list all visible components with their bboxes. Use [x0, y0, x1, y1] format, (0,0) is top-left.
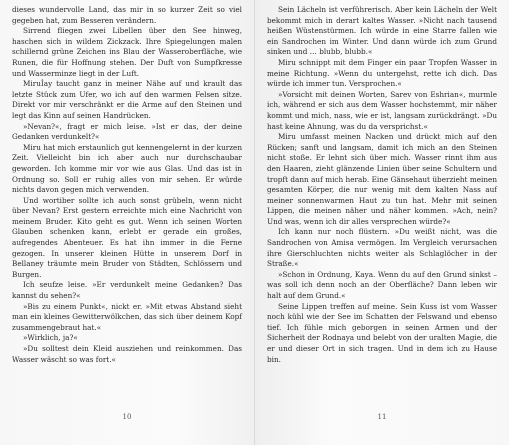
- paragraph: Seine Lippen treffen auf meine. Sein Kuss ist vom Wasser noch kühl wie der See im Schatten der Felswand und ebenso tief. Ich fühle mich geborgen in seinen Armen und der Sicherheit der Rodnaya und belebt von der uralten Magie, die er und dieser Ort in sich tragen. Und in dem ich zu Hause bin.: [267, 301, 497, 364]
- paragraph: »Vorsicht mit deinen Worten, Sarev von Eshrian«, murmle ich, während er sich aus dem Wasser hochstemmt, mir näher kommt und mich, nass, wie er ist, langsam zurückdrängt. »Du hast keine Ahnung, was du da versprichst.«: [267, 89, 497, 131]
- paragraph: »Bis zu einem Punkt«, nickt er. »Mit etwas Abstand sieht man ein kleines Gewitterwölkchen, das sich über deinem Kopf zusammengebraut hat.«: [12, 301, 242, 332]
- left-page-text: [12, 5, 242, 365]
- paragraph: »Schon in Ordnung, Kaya. Wenn du auf den Grund sinkst – was soll ich denn noch an der Oberfläche? Dann leben wir halt auf dem Grund.«: [267, 269, 497, 301]
- left-page-number: 10: [122, 413, 132, 421]
- paragraph: Miruİay taucht ganz in meiner Nähe auf und krault das letzte Stück zum Ufer, wo ich auf den warmen Felsen sitze. Direkt vor mir verschränkt er die Arme auf den Steinen und legt das Kinn auf seinen Handrücken.: [12, 79, 242, 120]
- paragraph: dieses wundervolle Land, das mir in so kurzer Zeit so viel gegeben hat, zum Besseren verändern.: [12, 5, 242, 25]
- paragraph: Ich kann nur noch flüstern. »Du weißt nicht, was die Sandrochen von Amisa vermögen. Im Vergleich verursachen ihre Gierschluchten nichts weiter als Schlaglöcher in der Straße.«: [267, 227, 497, 269]
- right-page-number: 11: [377, 413, 387, 421]
- paragraph: Miru umfasst meinen Nacken und drückt mich auf den Rücken; sanft und langsam, damit ich mich an den Steinen nicht stoße. Er lehnt sich über mich. Wasser rinnt ihm aus den Haaren, zieht glänzende Linien über seine Schultern und tropft dann auf mich herab. Eine Gänsehaut überzieht meinen gesamten Körper, die nur wenig mit dem kalten Nass auf meiner sonnenwarmen Haut zu tun hat. Mehr mit seinen Lippen, die meinen näher und näher kommen. »Ach, nein? Und was, wenn ich dir alles versprechen würde?«: [267, 132, 497, 226]
- paragraph: Miru schnippt mit dem Finger ein paar Tropfen Wasser in meine Richtung. »Wenn du untergehst, rette ich dich. Das würde ich immer tun. Versprochen.«: [267, 57, 497, 89]
- paragraph: Miru hat mich erstaunlich gut kennengelernt in der kurzen Zeit. Vielleicht bin ich aber auch nur durchschaubar geworden. Ich komme mir vor wie aus Glas. Und das ist in Ordnung so. Soll er ruhig alles von mir sehen. Er würde nichts davon gegen mich verwenden.: [12, 142, 242, 195]
- paragraph: Sein Lächeln ist verführerisch. Aber kein Lächeln der Welt bekommt mich in derart kaltes Wasser. »Nicht nach tausend heißen Wüstenstürmen. Ich würde in eine Starre fallen wie ein Sandrochen im Winter. Und dann würde ich zum Grund sinken und … blubb, blubb.«: [267, 5, 497, 57]
- paragraph: »Nevan?«, fragt er mich leise. »Ist er das, der deine Gedanken verdunkelt?«: [12, 121, 242, 142]
- paragraph: »Du solltest dein Kleid ausziehen und reinkommen. Das Wasser wäscht so was fort.«: [12, 344, 242, 364]
- right-page: [255, 0, 509, 445]
- right-page-text: [267, 5, 497, 365]
- paragraph: »Wirklich, ja?«: [23, 333, 78, 343]
- left-page: [0, 0, 254, 445]
- paragraph: Sirrend fliegen zwei Libellen über den See hinweg, haschen sich in wildem Zickzack. Ihre Spiegelungen malen schillernd grüne Zeichen ins Blau der Wasseroberfläche, wie Runen, die für Hoffnung stehen. Der Duft von Sumpfkresse und Wasserminze liegt in der Luft.: [12, 26, 242, 78]
- paragraph: Ich seufze leise. »Er verdunkelt meine Gedanken? Das kannst du sehen?«: [12, 280, 242, 301]
- paragraph: Und wortiber sollte ich auch sonst grübeln, wenn nicht über Nevan? Erst gestern erreichte mich eine Nachricht von meinem Bruder. Kito geht es gut. Wenn ich seinen Worten Glauben schenken kann, erlebt er gerade ein großes, aufregendes Abenteuer. Es hat ihn immer in die Ferne gezogen. In unserer kleinen Hütte in unserem Dorf in Bellaney träumte mein Bruder von Städten, Schlössern und Burgen.: [12, 195, 242, 279]
